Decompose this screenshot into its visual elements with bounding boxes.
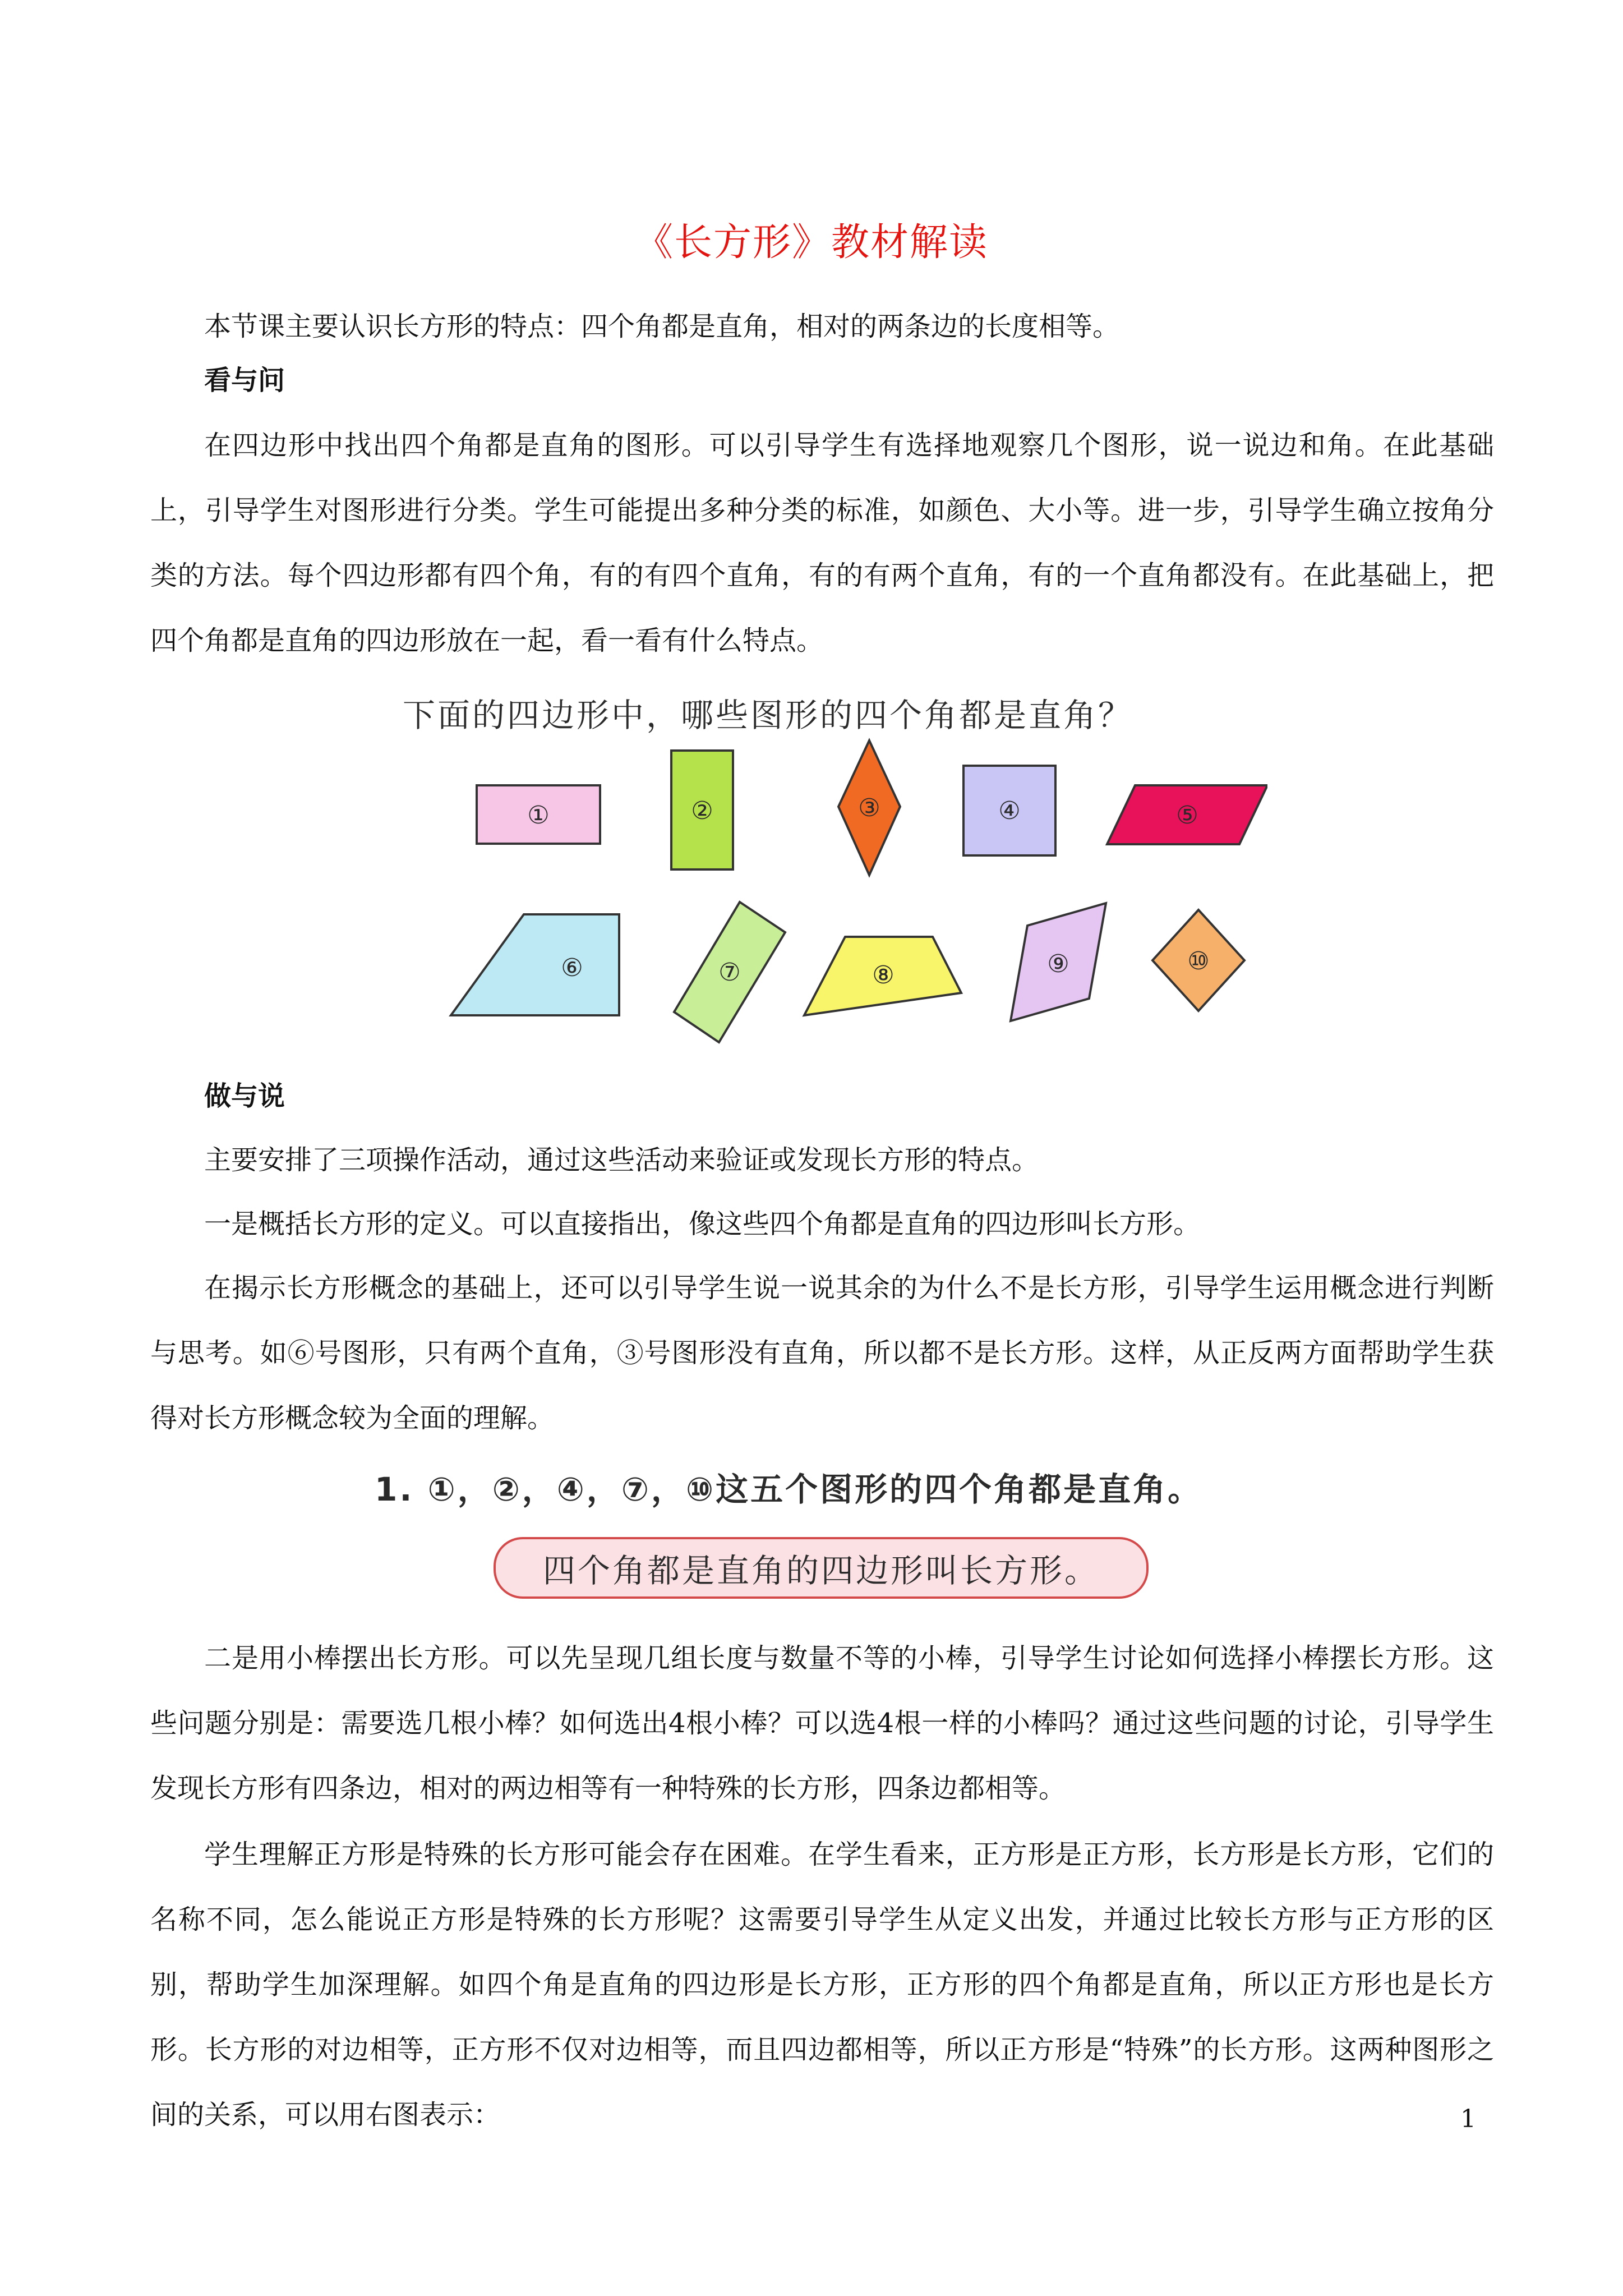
shape-1-label: ① — [527, 801, 550, 830]
shape-6-label: ⑥ — [561, 954, 583, 982]
shape-9-label: ⑨ — [1047, 950, 1069, 978]
sticks-paragraph: 二是用小棒摆出长方形。可以先呈现几组长度与数量不等的小棒，引导学生讨论如何选择小棒摆长方形。这些问题分别是：需要选几根小棒？如何选出4根小棒？可以选4根一样的小棒吗？通过这些问题的讨论，引导学生发现长方形有四条边，相对的两边相等有一种特殊的长方形，四条边都相等。 — [150, 1642, 1494, 1804]
look-ask-paragraph: 在四边形中找出四个角都是直角的图形。可以引导学生有选择地观察几个图形，说一说边和角。在此基础上，引导学生对图形进行分类。学生可能提出多种分类的标准，如颜色、大小等。进一步，引导学生确立按角分类的方法。每个四边形都有四个角，有的有四个直角，有的有两个直角，有的一个直角都没有。在此基础上，把四个角都是直角的四边形放在一起，看一看有什么特点。 — [150, 430, 1494, 656]
shape-4-label: ④ — [998, 797, 1021, 825]
figure-caption: 下面的四边形中，哪些图形的四个角都是直角？ — [403, 696, 1133, 734]
quadrilaterals-svg — [381, 679, 1267, 1049]
square-paragraph: 学生理解正方形是特殊的长方形可能会存在困难。在学生看来，正方形是正方形，长方形是长方形，它们的名称不同，怎么能说正方形是特殊的长方形呢？这需要引导学生从定义出发，并通过比较长方形与正方形的区别，帮助学生加深理解。如四个角是直角的四边形是长方形，正方形的四个角都是直角，所以正方形也是长方形。长方形的对边相等，正方形不仅对边相等，而且四边都相等，所以正方形是“特殊”的长方形。这两种图形之间的关系，可以用右图表示： — [150, 1839, 1494, 2131]
figure2-answer-line: 1. ①，②，④，⑦，⑩这五个图形的四个角都是直角。 — [375, 1470, 1203, 1508]
shape-7-label: ⑦ — [718, 958, 741, 987]
shape-5-label: ⑤ — [1176, 801, 1198, 830]
page-number: 1 — [1460, 2105, 1476, 2133]
page-title: 《长方形》教材解读 — [634, 220, 988, 265]
do-say-paragraph-3: 在揭示长方形概念的基础上，还可以引导学生说一说其余的为什么不是长方形，引导学生运用概念进行判断与思考。如⑥号图形，只有两个直角，③号图形没有直角，所以都不是长方形。这样，从正反两方面帮助学生获得对长方形概念较为全面的理解。 — [150, 1272, 1494, 1434]
shape-6 — [451, 914, 619, 1015]
section-heading-do-say: 做与说 — [204, 1080, 285, 1112]
section-heading-look-ask: 看与问 — [204, 365, 285, 396]
shape-2-label: ② — [691, 797, 713, 825]
definition-box: 四个角都是直角的四边形叫长方形。 — [494, 1537, 1149, 1599]
do-say-paragraph-2: 一是概括长方形的定义。可以直接指出，像这些四个角都是直角的四边形叫长方形。 — [204, 1208, 1201, 1240]
shape-8-label: ⑧ — [872, 961, 895, 990]
intro-paragraph: 本节课主要认识长方形的特点：四个角都是直角，相对的两条边的长度相等。 — [204, 311, 1120, 342]
do-say-paragraph-1: 主要安排了三项操作活动，通过这些活动来验证或发现长方形的特点。 — [204, 1144, 1039, 1176]
shape-3-label: ③ — [858, 794, 880, 822]
shape-10-label: ⑩ — [1187, 947, 1210, 976]
